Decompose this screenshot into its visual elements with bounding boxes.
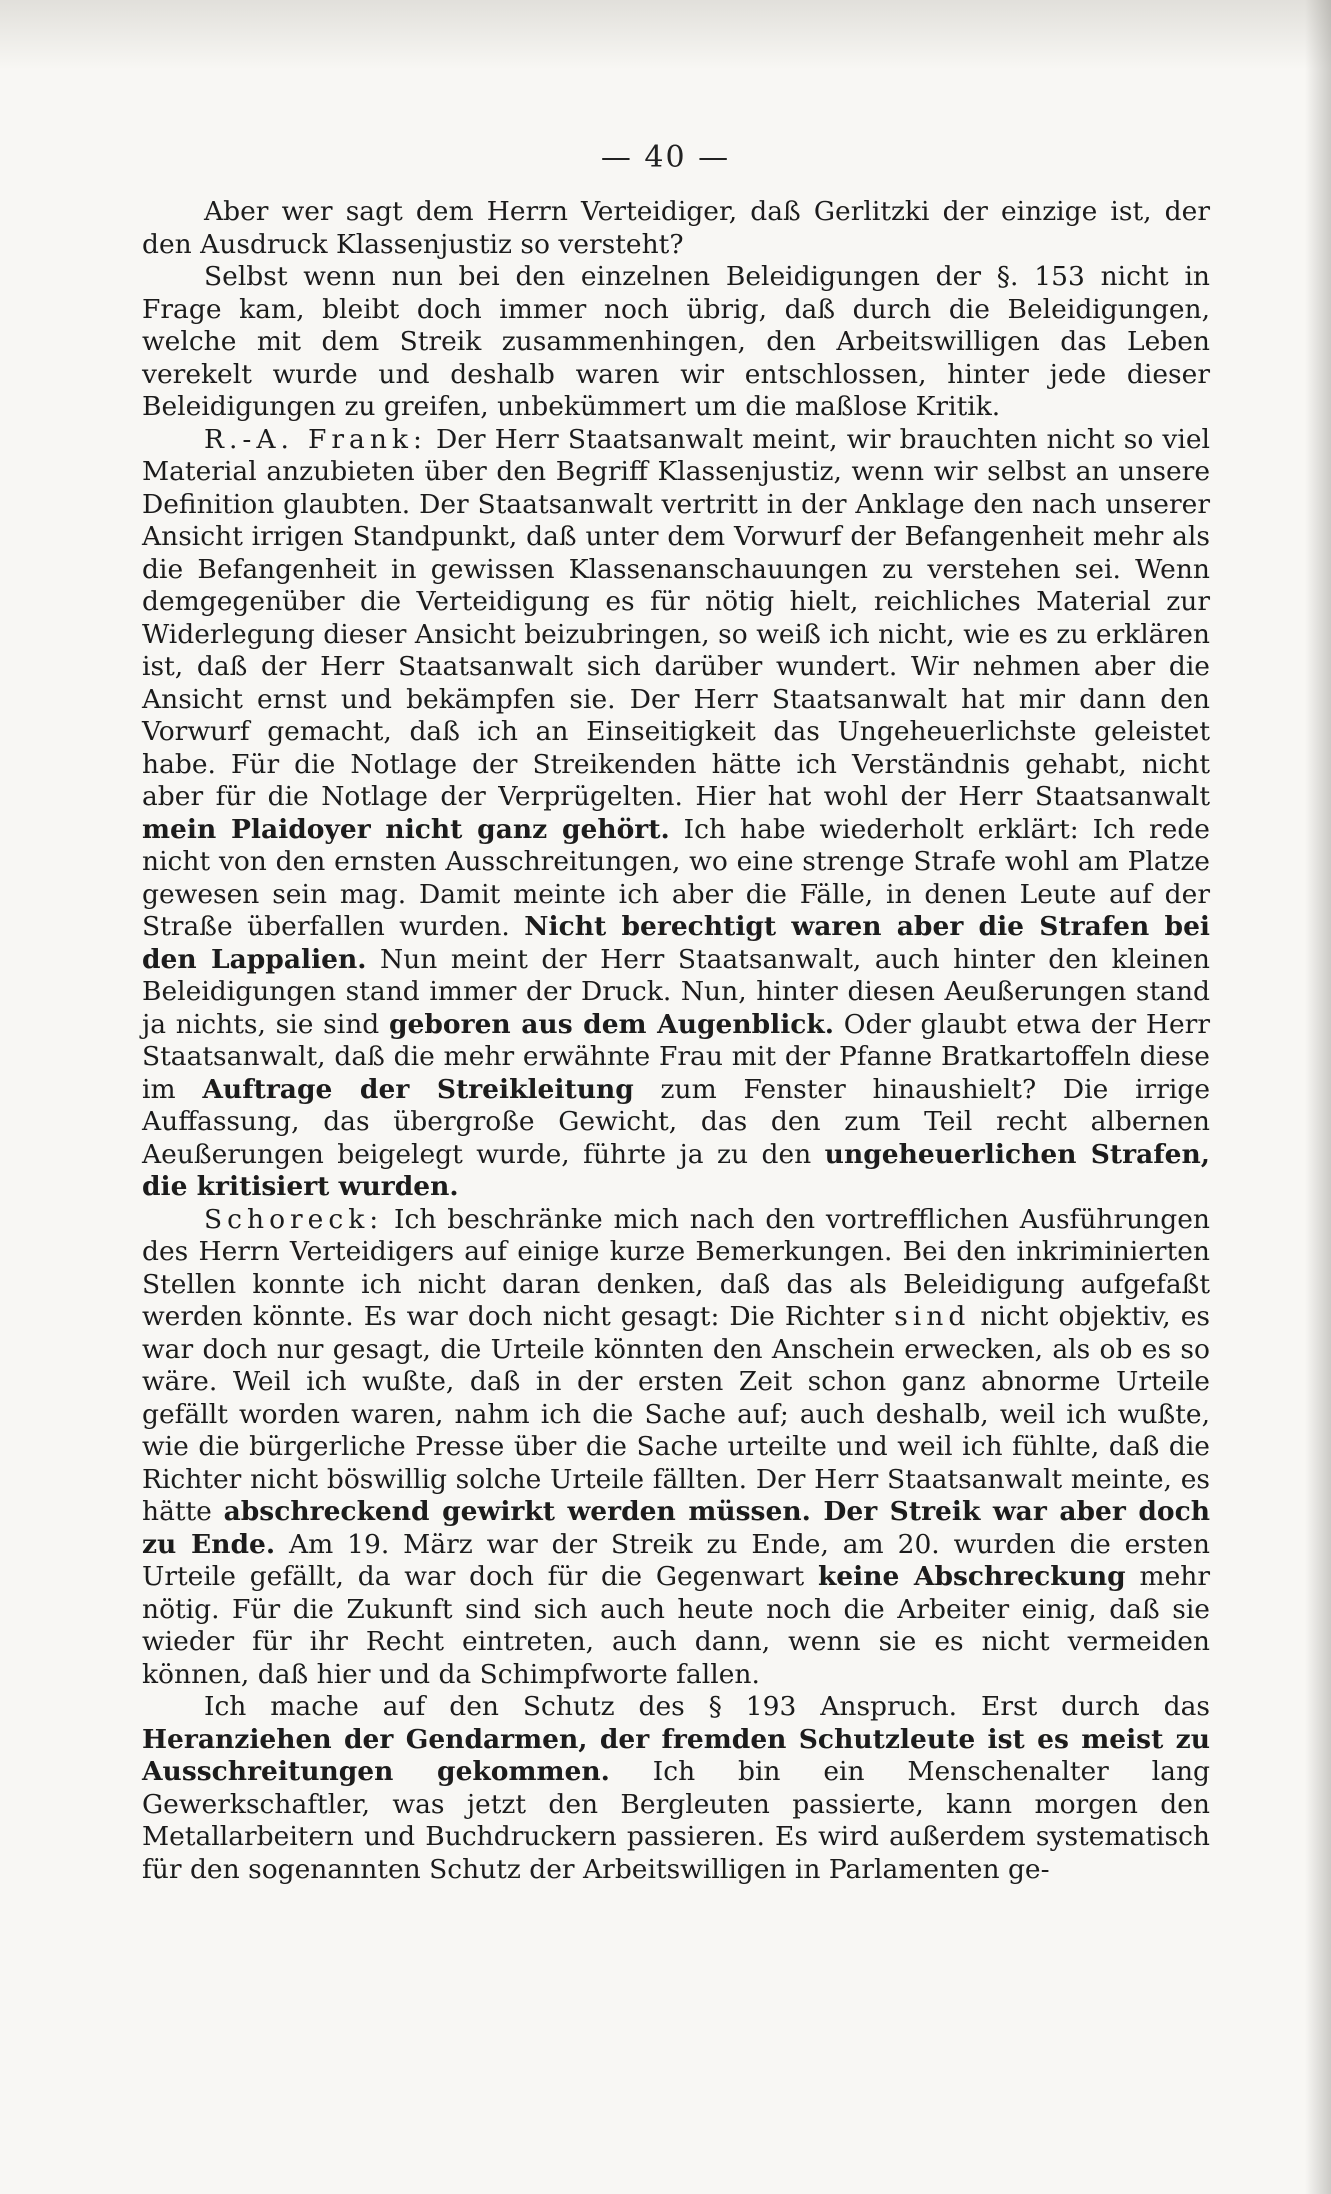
text-segment: zum Fenster hinaushielt? Die irrige Auffassung, das übergroße Gewicht, das den zum Teil recht albernen Aeußerungen beigelegt wurde, führte ja zu den xyxy=(142,1073,1211,1170)
paragraph-5 xyxy=(142,1691,1210,1886)
spaced-emphasis: sind xyxy=(894,1301,971,1332)
text-segment: nicht objektiv, es war doch nur gesagt, die Urteile könnten den Anschein erwecken, als ob es so wäre. Weil ich wußte, daß in der ersten Zeit schon ganz abnorme Urteile gefällt worden waren, nahm ich die Sache auf; auch deshalb, weil ich wußte, wie die bürgerliche Presse über die Sache urteilte und weil ich fühlte, daß die Richter nicht böswillig solche Urteile fällten. Der Herr Staatsanwalt meinte, es hätte xyxy=(142,1301,1210,1527)
paragraph-4 xyxy=(142,1204,1210,1692)
paragraph-1 xyxy=(142,196,1210,261)
text-segment: Am 19. März war der Streik zu Ende, am 20. wurden die ersten Urteile gefällt, da war doch für die Gegenwart xyxy=(142,1528,1210,1592)
emphasized-text: geboren aus dem Augenblick. xyxy=(389,1008,835,1040)
speaker-name: R.-A. Frank: xyxy=(204,423,427,455)
text-segment: Ich bin ein Menschenalter lang Gewerkschaftler, was jetzt den Bergleuten passierte, kann morgen den Metallarbeitern und Buchdruckern passieren. Es wird außerdem systematisch für den sogenannten Schutz der Arbeitswilligen in Parlamenten ge- xyxy=(142,1756,1210,1885)
scan-top-edge xyxy=(0,0,1331,70)
emphasized-text: Auftrage der Streikleitung xyxy=(202,1073,634,1105)
text-segment: Ich habe wiederholt erklärt: Ich rede nicht von den ernsten Ausschreitungen, wo eine strenge Strafe wohl am Platze gewesen sein mag. Damit meinte ich aber die Fälle, in denen Leute auf der Straße überfallen wurden. xyxy=(142,813,1210,942)
paragraph-2 xyxy=(142,261,1210,424)
text-segment: Oder glaubt etwa der Herr Staatsanwalt, daß die mehr erwähnte Frau mit der Pfanne Bratkartoffeln diese im xyxy=(142,1008,1210,1105)
text-segment: Ich mache auf den Schutz des § 193 Anspruch. Erst durch das xyxy=(204,1691,1210,1722)
scan-right-edge-shadow xyxy=(1305,0,1331,2194)
text-segment: Ich beschränke mich nach den vortrefflichen Ausführungen des Herrn Verteidigers auf einige kurze Bemerkungen. Bei den inkriminierten Stellen konnte ich nicht daran denken, daß das als Beleidigung aufgefaßt werden könnte. Es war doch nicht gesagt: Die Richter xyxy=(142,1203,1210,1332)
text-segment: Aber wer sagt dem Herrn Verteidiger, daß Gerlitzki der einzige ist, der den Ausdruck Klassenjustiz so versteht? xyxy=(142,196,1210,260)
text-segment: mehr nötig. Für die Zukunft sind sich auch heute noch die Arbeiter einig, daß sie wieder für ihr Recht eintreten, auch dann, wenn sie es nicht vermeiden können, daß hier und da Schimpfworte fallen. xyxy=(142,1561,1210,1690)
text-segment: Der Herr Staatsanwalt meint, wir brauchten nicht so viel Material anzubieten über den Begriff Klassenjustiz, wenn wir selbst an unsere Definition glaubten. Der Staatsanwalt vertritt in der Anklage den nach unserer Ansicht irrigen Standpunkt, daß unter dem Vorwurf der Befangenheit mehr als die Befangenheit in gewissen Klassenanschauungen zu verstehen sei. Wenn demgegenüber die Verteidigung es für nötig hielt, reichliches Material zur Widerlegung dieser Ansicht beizubringen, so weiß ich nicht, wie es zu erklären ist, daß der Herr Staatsanwalt sich darüber wundert. Wir nehmen aber die Ansicht ernst und bekämpfen sie. Der Herr Staatsanwalt hat mir dann den Vorwurf gemacht, daß ich an Einseitigkeit das Ungeheuerlichste geleistet habe. Für die Notlage der Streikenden hätte ich Verständnis gehabt, nicht aber für die Notlage der Verprügelten. Hier hat wohl der Herr Staatsanwalt xyxy=(142,423,1210,812)
emphasized-text: Heranziehen der Gendarmen, der fremden Schutzleute ist es meist zu Ausschreitungen gekommen. xyxy=(142,1723,1210,1787)
emphasized-text: abschreckend gewirkt werden müssen. Der Streik war aber doch zu Ende. xyxy=(142,1496,1210,1560)
speaker-name: Schoreck: xyxy=(204,1203,384,1235)
emphasized-text: keine Abschreckung xyxy=(817,1561,1126,1592)
paragraph-3 xyxy=(142,424,1210,1204)
emphasized-text: Nicht berechtigt waren aber die Strafen bei den Lappalien. xyxy=(142,911,1211,975)
text-segment: Nun meint der Herr Staatsanwalt, auch hinter den kleinen Beleidigungen stand immer der Druck. Nun, hinter diesen Aeußerungen stand ja nichts, sie sind xyxy=(142,943,1211,1040)
text-segment: Selbst wenn nun bei den einzelnen Beleidigungen der §. 153 nicht in Frage kam, bleibt doch immer noch übrig, daß durch die Beleidigungen, welche mit dem Streik zusammenhingen, den Arbeitswilligen das Leben verekelt wurde und deshalb waren wir entschlossen, hinter jede dieser Beleidigungen zu greifen, unbekümmert um die maßlose Kritik. xyxy=(142,261,1210,422)
emphasized-text: ungeheuerlichen Strafen, die kritisiert wurden. xyxy=(142,1138,1210,1202)
body-text xyxy=(142,196,1210,1886)
page-number: — 40 — xyxy=(600,140,731,175)
emphasized-text: mein Plaidoyer nicht ganz gehört. xyxy=(142,813,670,845)
